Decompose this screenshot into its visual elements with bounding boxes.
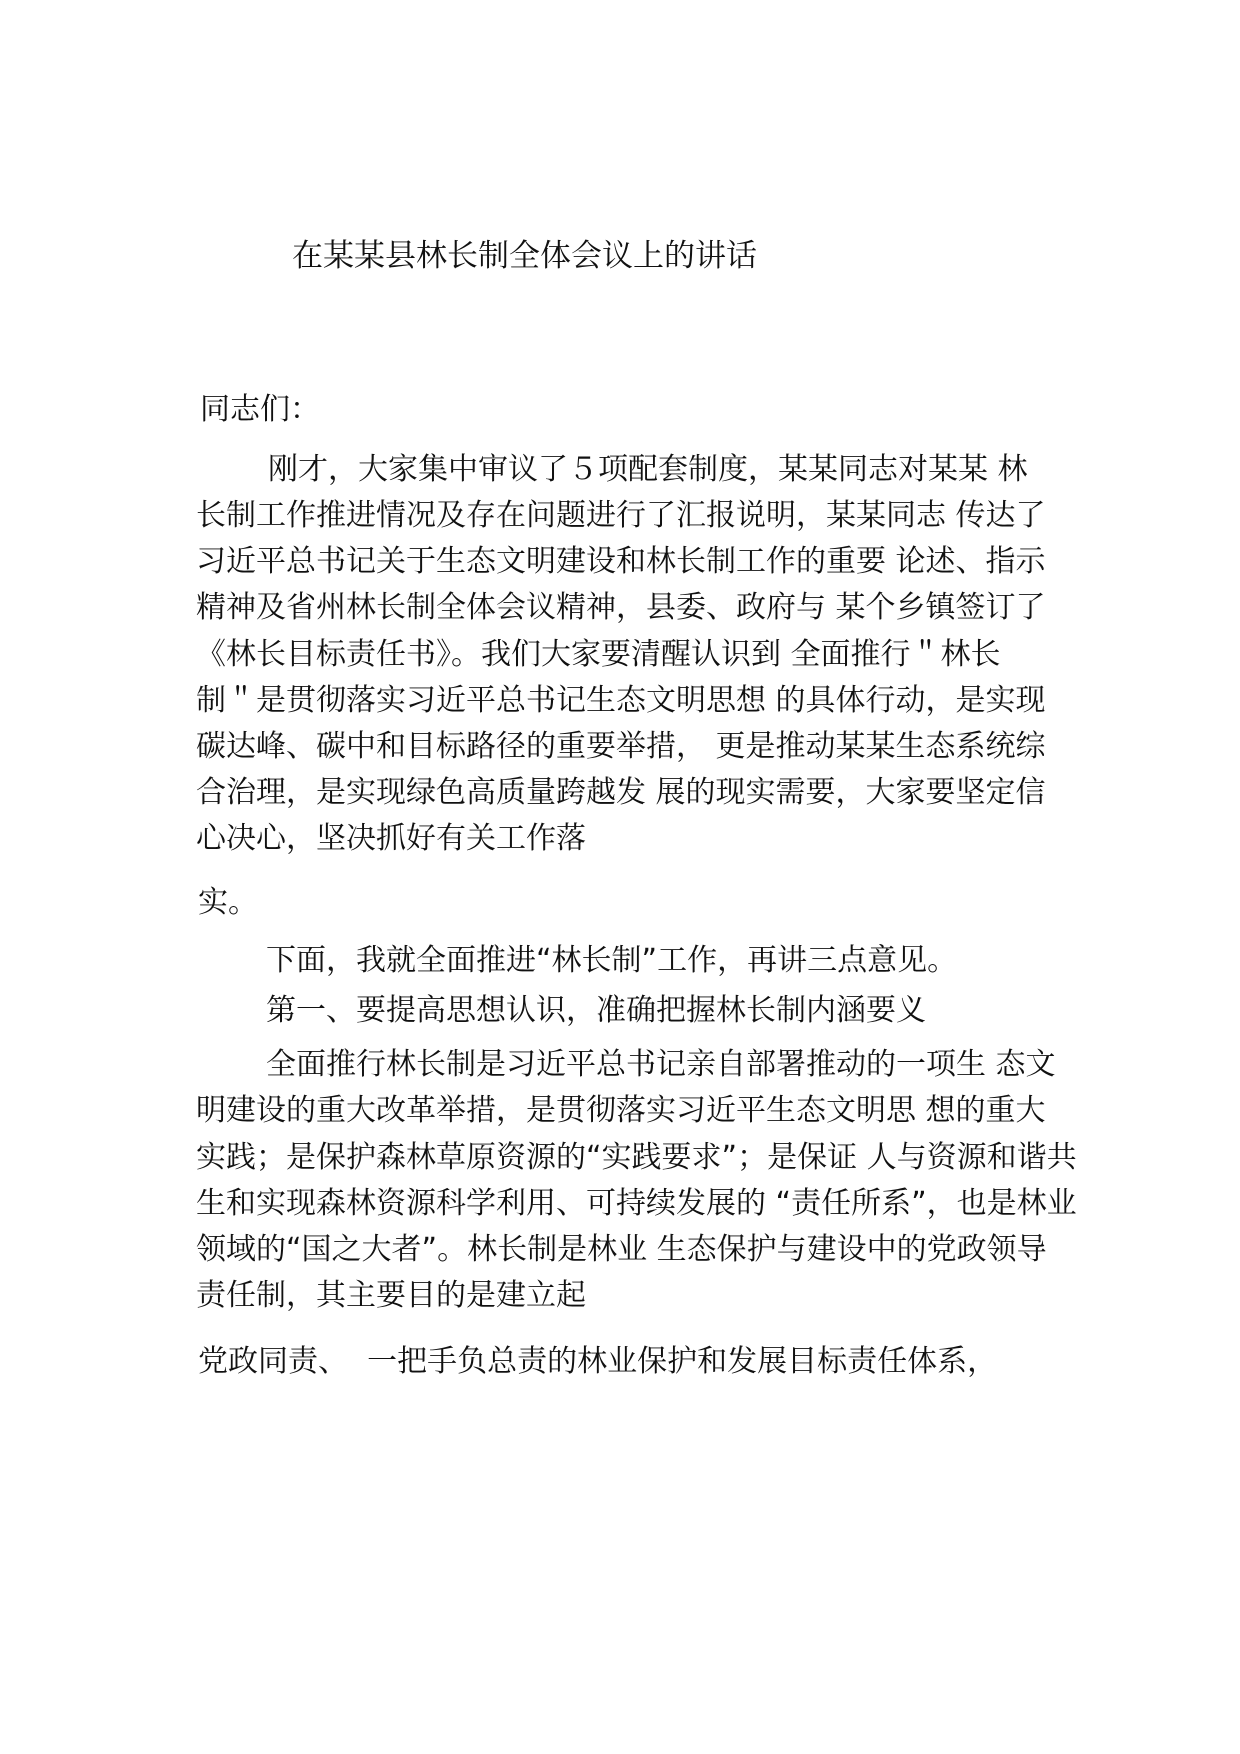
- paragraph-line: 长制工作推进情况及存在问题进行了汇报说明，某某同志 传达了: [196, 498, 1046, 533]
- paragraph-line: 党政同责、 一把手负总责的林业保护和发展目标责任体系，: [198, 1344, 998, 1379]
- paragraph-line: 全面推行林长制是习近平总书记亲自部署推动的一项生 态文: [266, 1047, 1056, 1082]
- paragraph-line: 合治理，是实现绿色高质量跨越发 展的现实需要，大家要坚定信: [196, 775, 1046, 810]
- document-title: 在某某县林长制全体会议上的讲话: [292, 238, 757, 274]
- paragraph-line: 实践；是保护森林草原资源的“实践要求”；是保证 人与资源和谐共: [196, 1140, 1077, 1175]
- paragraph-line: 实。: [198, 885, 258, 920]
- paragraph-line: 明建设的重大改革举措，是贯彻落实习近平生态文明思 想的重大: [196, 1093, 1046, 1128]
- paragraph-line: 精神及省州林长制全体会议精神，县委、政府与 某个乡镇签订了: [196, 590, 1046, 625]
- section-heading: 第一、要提高思想认识，准确把握林长制内涵要义: [266, 993, 926, 1028]
- paragraph-line: 生和实现森林资源科学利用、可持续发展的 “责任所系”，也是林业: [196, 1186, 1077, 1221]
- paragraph-line: 习近平总书记关于生态文明建设和林长制工作的重要 论述、指示: [196, 544, 1046, 579]
- paragraph-line: 心决心，坚决抓好有关工作落: [196, 821, 586, 856]
- paragraph-line: 制＂是贯彻落实习近平总书记生态文明思想 的具体行动，是实现: [196, 683, 1046, 718]
- paragraph-line: 刚才，大家集中审议了５项配套制度，某某同志对某某 林: [268, 452, 1028, 487]
- paragraph-line: 下面，我就全面推进“林长制”工作，再讲三点意见。: [266, 943, 958, 978]
- paragraph-line: 领域的“国之大者”。林长制是林业 生态保护与建设中的党政领导: [196, 1232, 1047, 1267]
- paragraph-line: 《林长目标责任书》。我们大家要清醒认识到 全面推行＂林长: [196, 637, 1001, 672]
- salutation: 同志们：: [200, 392, 320, 427]
- paragraph-line: 责任制，其主要目的是建立起: [196, 1278, 586, 1313]
- paragraph-line: 碳达峰、碳中和目标路径的重要举措， 更是推动某某生态系统综: [196, 729, 1046, 764]
